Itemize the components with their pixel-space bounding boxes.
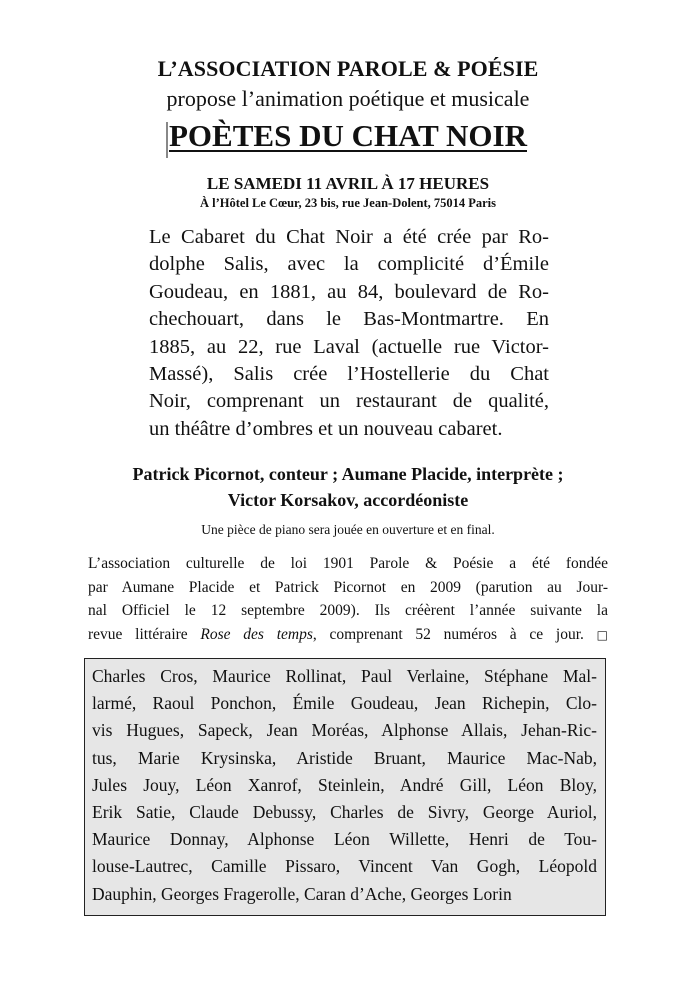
history-line: dolphe Salis, avec la complicité d’Émile (149, 253, 549, 276)
journal-title: Rose des temps (200, 625, 313, 643)
association-line (88, 623, 608, 648)
end-mark-icon: □ (596, 627, 609, 642)
performers-line: Victor Korsakov, accordéoniste (227, 490, 469, 510)
association-line: nal Officiel le 12 septembre 2009). Ils créèrent l’année suivante la (88, 602, 608, 619)
poets-line: Jules Jouy, Léon Xanrof, Steinlein, André Gill, Léon Bloy, (92, 774, 597, 795)
history-line: un théâtre d’ombres et un nouveau cabaret. (149, 417, 503, 440)
poets-line: larmé, Raoul Ponchon, Émile Goudeau, Jean Richepin, Clo- (92, 693, 597, 714)
event-title-text: POÈTES DU CHAT NOIR (169, 118, 527, 153)
piano-note: Une pièce de piano sera jouée en ouverture et en final. (201, 522, 495, 537)
poets-box (84, 658, 606, 916)
history-line: Noir, comprenant un restaurant de qualité, (149, 390, 549, 413)
organization-heading: L’ASSOCIATION PAROLE & POÉSIE (157, 56, 539, 81)
association-text: revue littéraire (88, 625, 201, 643)
association-text: , comprenant 52 numéros à ce jour. (312, 625, 597, 643)
poets-line: Maurice Donnay, Alphonse Léon Willette, Henri de Tou- (92, 829, 597, 850)
event-date: LE SAMEDI 11 AVRIL À 17 HEURES (206, 174, 490, 193)
poets-line: Dauphin, Georges Fragerolle, Caran d’Ache, Georges Lorin (92, 883, 512, 904)
event-address: À l’Hôtel Le Cœur, 23 bis, rue Jean-Dolent, 75014 Paris (199, 196, 497, 210)
poets-line: tus, Marie Krysinska, Aristide Bruant, Maurice Mac-Nab, (92, 747, 597, 768)
performers-line: Patrick Picornot, conteur ; Aumane Placide, interprète ; (132, 464, 564, 484)
subtitle: propose l’animation poétique et musicale (166, 86, 530, 111)
association-line: L’association culturelle de loi 1901 Parole & Poésie a été fondée (88, 555, 608, 572)
event-title (169, 118, 527, 154)
performers (0, 461, 696, 513)
history-line: Massé), Salis crée l’Hostellerie du Chat (149, 363, 549, 386)
title-container (0, 118, 696, 154)
history-line: chechouart, dans le Bas-Montmartre. En (149, 308, 549, 331)
association-line: par Aumane Placide et Patrick Picornot en 2009 (parution au Jour- (88, 578, 608, 596)
poets-line: Charles Cros, Maurice Rollinat, Paul Verlaine, Stéphane Mal- (92, 666, 597, 686)
history-line: Goudeau, en 1881, au 84, boulevard de Ro- (149, 280, 549, 303)
history-paragraph (149, 224, 549, 443)
poets-line: louse-Lautrec, Camille Pissaro, Vincent Van Gogh, Léopold (92, 856, 597, 877)
text-cursor (166, 122, 168, 158)
history-line: Le Cabaret du Chat Noir a été crée par Ro- (149, 226, 549, 248)
association-paragraph (88, 552, 608, 647)
poets-line: vis Hugues, Sapeck, Jean Moréas, Alphonse Allais, Jehan-Ric- (92, 720, 597, 741)
poets-line: Erik Satie, Claude Debussy, Charles de Sivry, George Auriol, (92, 802, 597, 823)
history-line: 1885, au 22, rue Laval (actuelle rue Victor- (149, 335, 549, 358)
